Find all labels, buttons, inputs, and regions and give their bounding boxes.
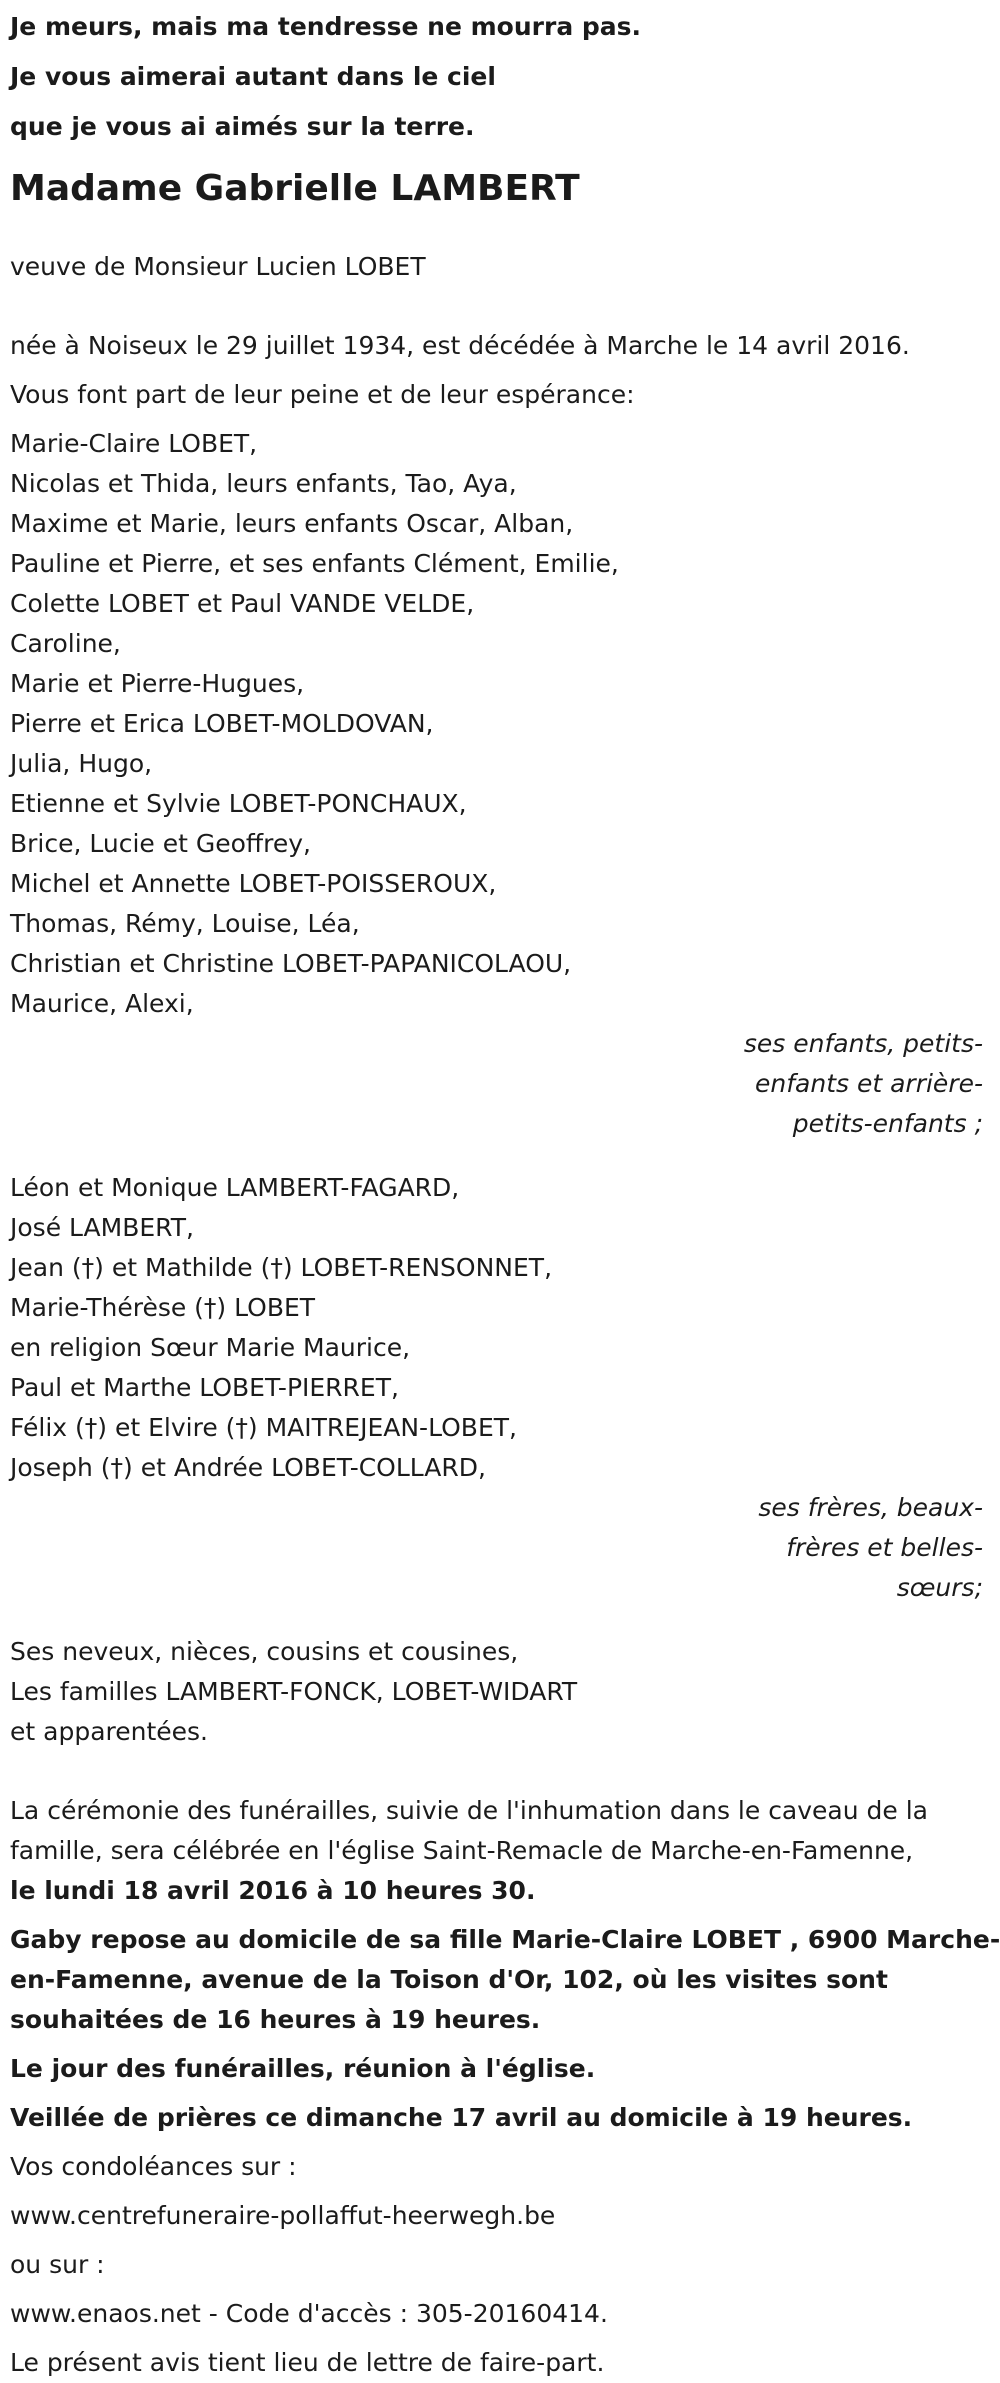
family-line: Maxime et Marie, leurs enfants Oscar, Alban, [10,509,574,538]
family-line: Joseph (†) et Andrée LOBET-COLLARD, [10,1453,486,1482]
siblings-label [10,1488,990,1608]
rest-text: en-Famenne, avenue de la Toison d'Or, 102, où les visites sont [10,1965,888,1994]
siblings-list [10,1168,990,1488]
ceremony-block [10,1791,990,1911]
children-label [10,1024,990,1144]
rest-text: Gaby repose au domicile de sa fille Marie-Claire LOBET , 6900 Marche- [10,1925,1000,1954]
closing-note: Le présent avis tient lieu de lettre de faire-part. [10,2348,605,2377]
condolences-link-2[interactable]: www.enaos.net - Code d'accès : 305-20160414. [10,2299,608,2328]
relationship-label: petits-enfants ; [792,1109,983,1138]
family-line: Marie-Claire LOBET, [10,429,258,458]
relationship-label: frères et belles- [786,1533,983,1562]
family-line: Etienne et Sylvie LOBET-PONCHAUX, [10,789,467,818]
quote-line: Je vous aimerai autant dans le ciel [10,62,496,91]
or-on: ou sur : [10,2250,105,2279]
family-line: Caroline, [10,629,121,658]
relationship-label: ses frères, beaux- [758,1493,983,1522]
family-line: Pauline et Pierre, et ses enfants Clément, Emilie, [10,549,619,578]
rest-block [10,1920,1000,2040]
family-line: Michel et Annette LOBET-POISSEROUX, [10,869,497,898]
family-line: Félix (†) et Elvire (†) MAITREJEAN-LOBET, [10,1413,517,1442]
family-line: Léon et Monique LAMBERT-FAGARD, [10,1173,460,1202]
rest-text: souhaitées de 16 heures à 19 heures. [10,2005,541,2034]
family-line: Les familles LAMBERT-FONCK, LOBET-WIDART [10,1677,578,1706]
deceased-name: Madame Gabrielle LAMBERT [10,168,580,209]
family-line: Ses neveux, nièces, cousins et cousines, [10,1637,519,1666]
family-line: José LAMBERT, [10,1213,194,1242]
ceremony-text: La cérémonie des funérailles, suivie de l'inhumation dans le caveau de la [10,1796,929,1825]
family-line: Thomas, Rémy, Louise, Léa, [10,909,360,938]
children-list [10,424,990,1024]
vigil: Veillée de prières ce dimanche 17 avril au domicile à 19 heures. [10,2103,913,2132]
ceremony-date: le lundi 18 avril 2016 à 10 heures 30. [10,1876,536,1905]
quote-line: que je vous ai aimés sur la terre. [10,112,475,141]
relationship-label: enfants et arrière- [755,1069,983,1098]
quote-block [10,0,990,152]
family-line: Paul et Marthe LOBET-PIERRET, [10,1373,399,1402]
birth-death: née à Noiseux le 29 juillet 1934, est décédée à Marche le 14 avril 2016. [10,331,910,360]
family-line: Pierre et Erica LOBET-MOLDOVAN, [10,709,434,738]
relationship-label: sœurs; [896,1573,983,1602]
family-line: en religion Sœur Marie Maurice, [10,1333,411,1362]
condolences-label: Vos condoléances sur : [10,2152,297,2181]
family-line: Marie-Thérèse (†) LOBET [10,1293,316,1322]
family-line: Julia, Hugo, [10,749,153,778]
family-line: Marie et Pierre-Hugues, [10,669,305,698]
funeral-day: Le jour des funérailles, réunion à l'église. [10,2054,596,2083]
family-line: Nicolas et Thida, leurs enfants, Tao, Aya, [10,469,517,498]
condolences-link-1[interactable]: www.centrefuneraire-pollaffut-heerwegh.be [10,2201,556,2230]
family-line: Jean (†) et Mathilde (†) LOBET-RENSONNET, [10,1253,553,1282]
family-line: Christian et Christine LOBET-PAPANICOLAOU, [10,949,572,978]
ceremony-text: famille, sera célébrée en l'église Saint-Remacle de Marche-en-Famenne, [10,1836,914,1865]
widow-of: veuve de Monsieur Lucien LOBET [10,252,426,281]
announce: Vous font part de leur peine et de leur espérance: [10,380,635,409]
quote-line: Je meurs, mais ma tendresse ne mourra pas. [10,12,642,41]
family-line: Colette LOBET et Paul VANDE VELDE, [10,589,475,618]
family-line: et apparentées. [10,1717,208,1746]
others-list [10,1632,990,1752]
family-line: Brice, Lucie et Geoffrey, [10,829,312,858]
relationship-label: ses enfants, petits- [743,1029,983,1058]
family-line: Maurice, Alexi, [10,989,194,1018]
